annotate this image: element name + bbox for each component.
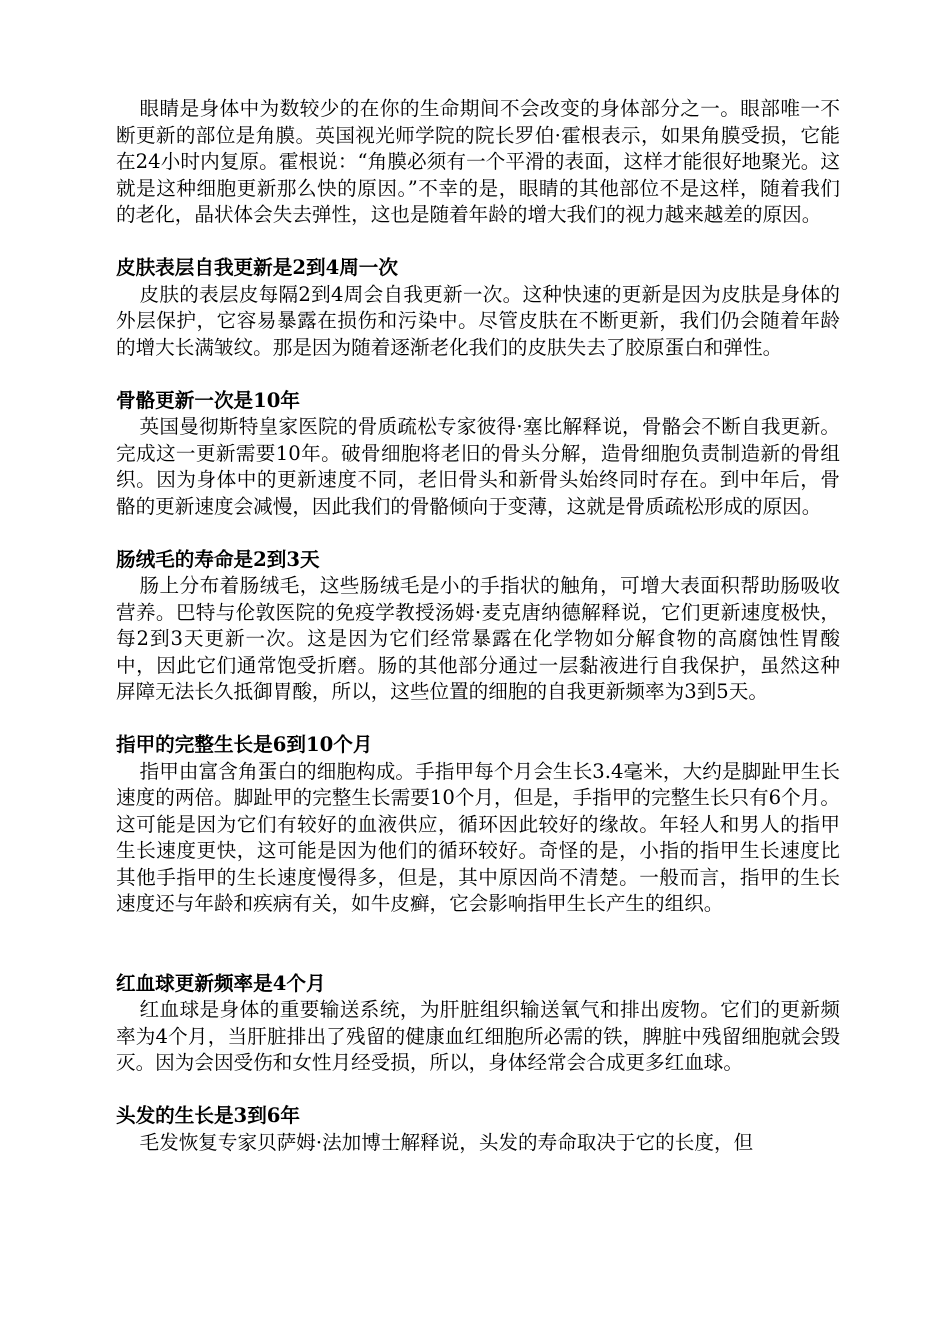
section-body-red-blood-cells: 红血球是身体的重要输送系统，为肝脏组织输送氧气和排出废物。它们的更新频率为4个月，当肝脏排出了残留的健康血红细胞所必需的铁，脾脏中残留细胞就会毁灭。因为会因受伤和女性月经受损，所以，身体经常会合成更多红血球。 [116, 998, 840, 1074]
section-body-skin: 皮肤的表层皮每隔2到4周会自我更新一次。这种快速的更新是因为皮肤是身体的外层保护，它容易暴露在损伤和污染中。尽管皮肤在不断更新，我们仍会随着年龄的增大长满皱纹。那是因为随着逐渐老化我们的皮肤失去了胶原蛋白和弹性。 [116, 282, 840, 359]
spacer [116, 229, 840, 256]
spacer [116, 1077, 840, 1104]
section-body-villi: 肠上分布着肠绒毛，这些肠绒毛是小的手指状的触角，可增大表面积帮助肠吸收营养。巴特与伦敦医院的免疫学教授汤姆·麦克唐纳德解释说，它们更新速度极快，每2到3天更新一次。这是因为它们经常暴露在化学物如分解食物的高腐蚀性胃酸中，因此它们通常饱受折磨。肠的其他部分通过一层黏液进行自我保护，虽然这种屏障无法长久抵御胃酸，所以，这些位置的细胞的自我更新频率为3到5天。 [116, 574, 840, 703]
section-heading-bone: 骨骼更新一次是10年 [116, 388, 301, 412]
section-heading-skin: 皮肤表层自我更新是2到4周一次 [116, 256, 398, 279]
section-heading-hair: 头发的生长是3到6年 [116, 1104, 301, 1127]
section-heading-villi: 肠绒毛的寿命是2到3天 [116, 547, 320, 571]
document-page [116, 96, 840, 1156]
spacer [116, 361, 840, 388]
spacer [116, 520, 840, 547]
spacer [116, 706, 840, 733]
section-heading-red-blood-cells: 红血球更新频率是4个月 [116, 971, 326, 995]
section-body-nails: 指甲由富含角蛋白的细胞构成。手指甲每个月会生长3.4毫米，大约是脚趾甲生长速度的两倍。脚趾甲的完整生长需要10个月，但是，手指甲的完整生长只有6个月。这可能是因为它们有较好的血液供应，循环因此较好的缘故。年轻人和男人的指甲生长速度更快，这可能是因为他们的循环较好。奇怪的是，小指的指甲生长速度比其他手指甲的生长速度慢得多，但是，其中原因尚不清楚。一般而言，指甲的生长速度还与年龄和疾病有关，如牛皮癣，它会影响指甲生长产生的组织。 [116, 759, 840, 915]
spacer [116, 918, 840, 971]
section-body-bone: 英国曼彻斯特皇家医院的骨质疏松专家彼得·塞比解释说，骨骼会不断自我更新。完成这一更新需要10年。破骨细胞将老旧的骨头分解，造骨细胞负责制造新的骨组织。因为身体中的更新速度不同，老旧骨头和新骨头始终同时存在。到中年后，骨骼的更新速度会减慢，因此我们的骨骼倾向于变薄，这就是骨质疏松形成的原因。 [116, 415, 840, 518]
intro-paragraph: 眼睛是身体中为数较少的在你的生命期间不会改变的身体部分之一。眼部唯一不断更新的部位是角膜。英国视光师学院的院长罗伯·霍根表示，如果角膜受损，它能在24小时内复原。霍根说：“角膜必须有一个平滑的表面，这样才能很好地聚光。这就是这种细胞更新那么快的原因。”不幸的是，眼睛的其他部位不是这样，随着我们的老化，晶状体会失去弹性，这也是随着年龄的增大我们的视力越来越差的原因。 [116, 97, 840, 226]
section-body-hair: 毛发恢复专家贝萨姆·法加博士解释说，头发的寿命取决于它的长度，但 [139, 1130, 754, 1154]
section-heading-nails: 指甲的完整生长是6到10个月 [116, 733, 373, 756]
